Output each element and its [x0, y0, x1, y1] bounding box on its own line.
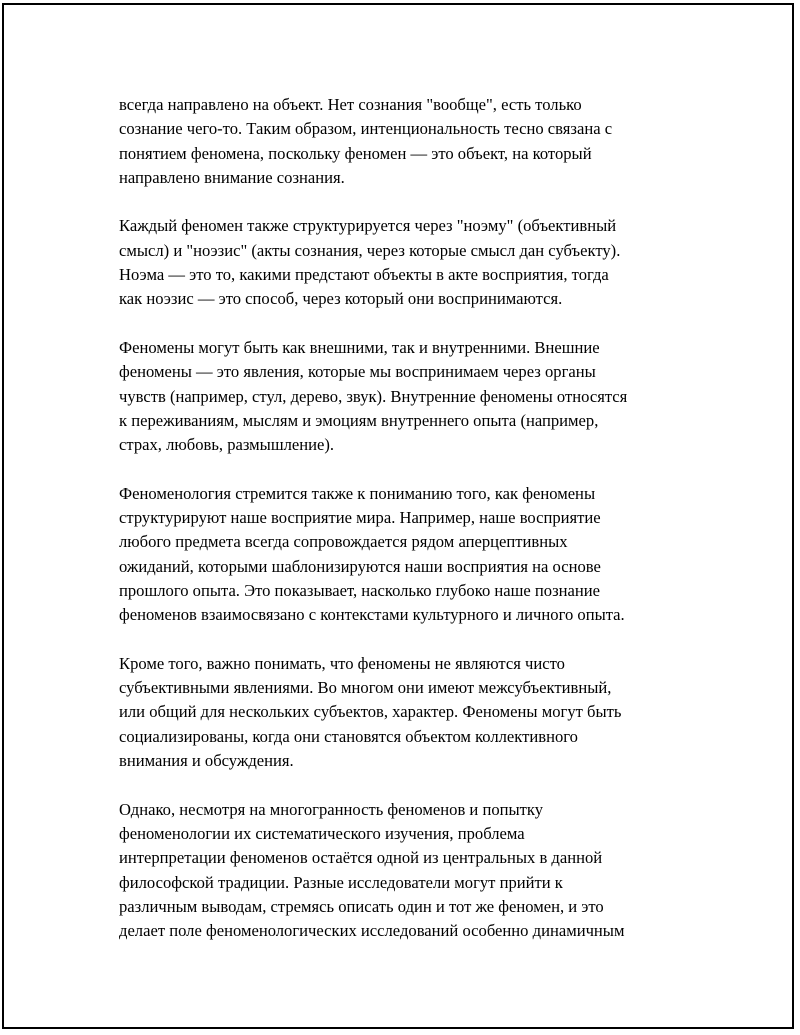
text-line: направлено внимание сознания. [119, 167, 345, 187]
paragraph [119, 652, 689, 773]
text-line: внимания и обсуждения. [119, 751, 294, 771]
text-line: чувств (например, стул, дерево, звук). Внутренние феномены относятся [119, 386, 628, 406]
text-line: всегда направлено на объект. Нет сознания "вообще", есть только [119, 95, 582, 114]
text-line: феноменологии их систематического изучения, проблема [119, 823, 525, 843]
text-line: сознание чего-то. Таким образом, интенциональность тесно связана с [119, 119, 613, 139]
text-line: Феноменология стремится также к пониманию того, как феномены [119, 483, 596, 503]
paragraph [119, 336, 689, 457]
paragraph [119, 798, 689, 944]
text-line: прошлого опыта. Это показывает, насколько глубоко наше познание [119, 580, 601, 600]
text-line: субъективными явлениями. Во многом они имеют межсубъективный, [119, 678, 612, 698]
text-line: феномены — это явления, которые мы воспринимаем через органы [119, 362, 596, 382]
document-body [119, 93, 689, 968]
text-line: к переживаниям, мыслям и эмоциям внутреннего опыта (например, [119, 410, 599, 430]
text-line: смысл) и "ноэзис" (акты сознания, через которые смысл дан субъекту). [119, 240, 621, 260]
text-line: социализированы, когда они становятся объектом коллективного [119, 726, 578, 746]
text-line: Феномены могут быть как внешними, так и внутренними. Внешние [119, 337, 600, 357]
text-line: любого предмета всегда сопровождается рядом аперцептивных [119, 532, 568, 552]
text-line: как ноэзис — это способ, через который они воспринимаются. [119, 289, 563, 309]
text-line: Ноэма — это то, какими предстают объекты в акте восприятия, тогда [119, 265, 609, 285]
text-line: Однако, несмотря на многогранность феноменов и попытку [119, 799, 544, 819]
text-line: структурируют наше восприятие мира. Например, наше восприятие [119, 508, 601, 528]
text-line: понятием феномена, поскольку феномен — это объект, на который [119, 143, 592, 163]
paragraph [119, 93, 689, 190]
text-line: делает поле феноменологических исследований особенно динамичным [119, 921, 625, 941]
text-line: феноменов взаимосвязано с контекстами культурного и личного опыта. [119, 605, 625, 625]
paragraph [119, 482, 689, 628]
text-line: или общий для нескольких субъектов, характер. Феномены могут быть [119, 702, 622, 722]
text-line: интерпретации феноменов остаётся одной из центральных в данной [119, 848, 603, 868]
text-line: ожиданий, которыми шаблонизируются наши восприятия на основе [119, 556, 601, 576]
text-line: различным выводам, стремясь описать один и тот же феномен, и это [119, 896, 604, 916]
paragraph [119, 214, 689, 311]
text-line: Каждый феномен также структурируется через "ноэму" (объективный [119, 216, 617, 236]
text-line: Кроме того, важно понимать, что феномены не являются чисто [119, 653, 565, 673]
text-line: философской традиции. Разные исследователи могут прийти к [119, 872, 563, 892]
text-line: страх, любовь, размышление). [119, 435, 335, 455]
